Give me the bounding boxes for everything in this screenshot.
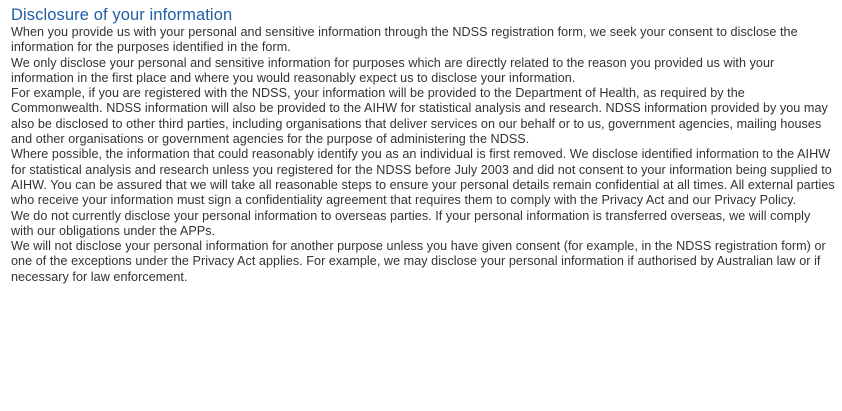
paragraph-exceptions: We will not disclose your personal information for another purpose unless you have given consent (for example, in the NDSS registration form) or one of the exceptions under the Privacy Act applies. For example, we may disclose your personal information if authorised by Australian law or if necessary for law enforcement. xyxy=(11,239,826,284)
paragraph-consent: When you provide us with your personal and sensitive information through the NDSS registration form, we seek your consent to disclose the information for the purposes identified in the form. xyxy=(11,25,798,55)
paragraph-overseas: We do not currently disclose your personal information to overseas parties. If your personal information is transferred overseas, we will comply with our obligations under the APPs. xyxy=(11,208,811,238)
paragraph-identification: Where possible, the information that could reasonably identify you as an individual is first removed. We disclose identified information to the AIHW for statistical analysis and research unless you registered for the NDSS before July 2003 and did not consent to your information being supplied to AIHW. You can be assured that we will take all reasonable steps to ensure your personal details remain confidential at all times. All external parties who receive your information must sign a confidentiality agreement that requires them to comply with the Privacy Act and our Privacy Policy. xyxy=(11,147,835,208)
paragraph-example-recipients: For example, if you are registered with the NDSS, your information will be provided to the Department of Health, as required by the Commonwealth. NDSS information will also be provided to the AIHW for statistical analysis and research. NDSS information provided by you may also be disclosed to other third parties, including organisations that deliver services on our behalf or to us, government agencies, mailing houses and other organisations or government agencies for the purpose of administering the NDSS. xyxy=(11,86,828,147)
section-title: Disclosure of your information xyxy=(11,6,233,24)
paragraph-purpose: We only disclose your personal and sensitive information for purposes which are directly related to the reason you provided us with your information in the first place and where you would reasonably expect us to disclose your information. xyxy=(11,55,775,85)
disclosure-section xyxy=(11,0,836,285)
